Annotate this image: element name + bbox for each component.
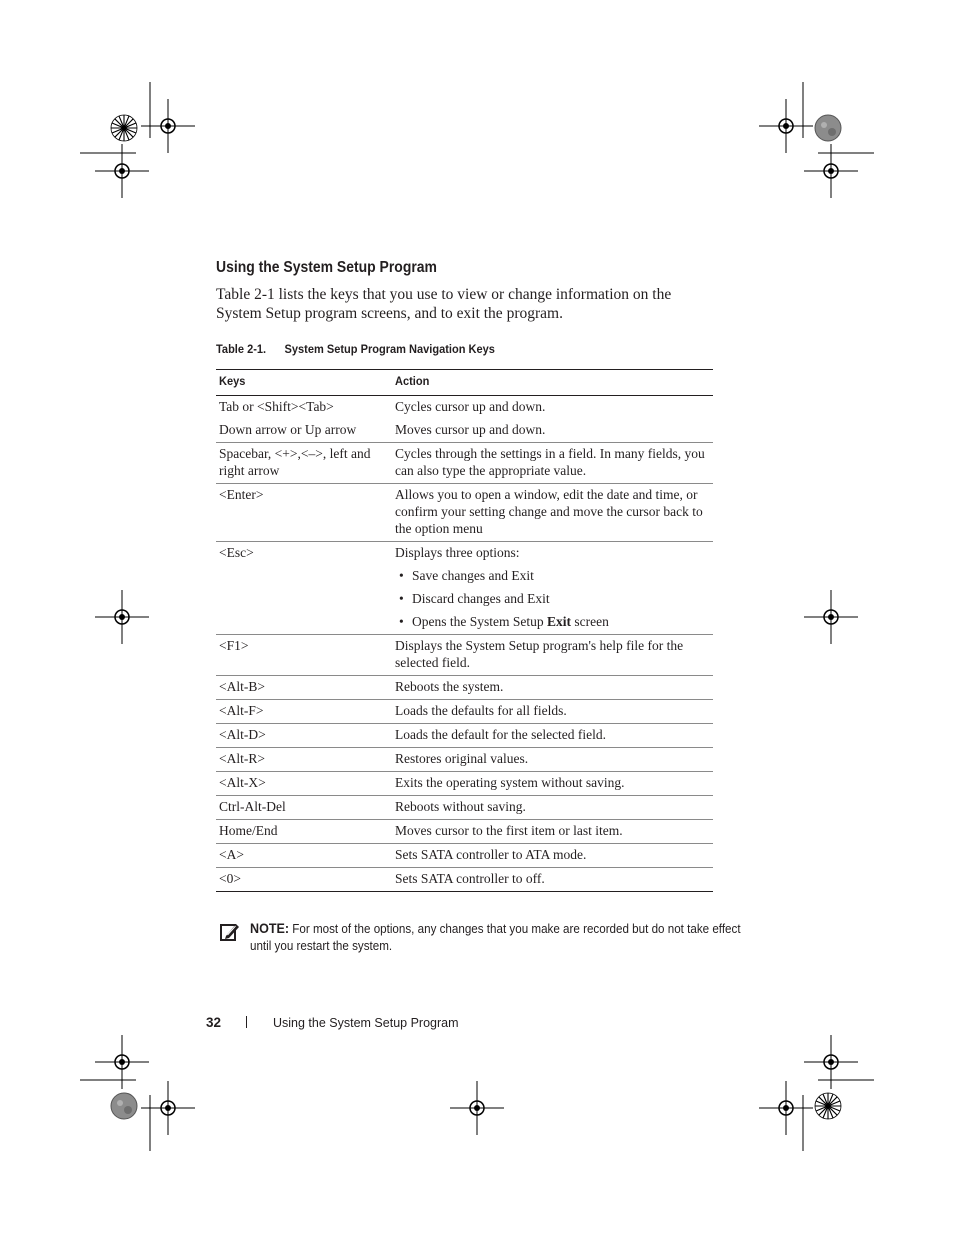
action-cell: Loads the default for the selected field.: [392, 724, 713, 748]
table-row: [216, 443, 713, 484]
side-left: [95, 590, 149, 644]
note-text: [250, 920, 747, 955]
note-pencil-icon: [220, 922, 240, 942]
table-row: [216, 724, 713, 748]
navigation-keys-table: [216, 369, 713, 892]
footer-divider: [246, 1016, 247, 1028]
key-cell: <Alt-R>: [216, 748, 392, 772]
table-row: [216, 820, 713, 844]
note-label: NOTE:: [250, 921, 290, 936]
table-row: [216, 419, 713, 443]
action-cell: Reboots the system.: [392, 676, 713, 700]
list-item: • Discard changes and Exit: [399, 591, 550, 606]
action-cell: Sets SATA controller to off.: [392, 868, 713, 892]
corner-bottom-left: [80, 1035, 195, 1151]
table-header-row: [216, 370, 713, 396]
key-cell: <Alt-X>: [216, 772, 392, 796]
action-cell: Restores original values.: [392, 748, 713, 772]
key-cell: Spacebar, <+>,<–>, left and right arrow: [216, 443, 392, 484]
key-cell: <Alt-B>: [216, 676, 392, 700]
action-cell: Moves cursor to the first item or last item.: [392, 820, 713, 844]
page-number: 32: [206, 1015, 222, 1030]
key-cell: <F1>: [216, 635, 392, 676]
table-row: [216, 700, 713, 724]
bullet-icon: •: [399, 568, 404, 583]
action-cell: Reboots without saving.: [392, 796, 713, 820]
side-right: [804, 590, 858, 644]
footer-section-title: Using the System Setup Program: [273, 1016, 459, 1030]
key-cell: Ctrl-Alt-Del: [216, 796, 392, 820]
list-item: • Save changes and Exit: [399, 568, 534, 583]
key-cell: Home/End: [216, 820, 392, 844]
key-cell: Tab or <Shift><Tab>: [219, 399, 334, 414]
table-row: [216, 844, 713, 868]
corner-top-left: [80, 82, 195, 198]
action-cell: [392, 542, 713, 635]
action-cell: Allows you to open a window, edit the date and time, or confirm your setting change and move the cursor back to the option menu: [392, 484, 713, 542]
header-keys: Keys: [216, 370, 392, 396]
table-caption-title: System Setup Program Navigation Keys: [284, 342, 495, 356]
key-cell: <A>: [216, 844, 392, 868]
table-row: [216, 796, 713, 820]
table-row: [216, 396, 713, 420]
action-cell: Cycles through the settings in a field. In many fields, you can also type the appropriate value.: [392, 443, 713, 484]
table-caption-number: Table 2-1.: [216, 342, 267, 356]
list-item: • Opens the System Setup Exit screen: [399, 614, 609, 629]
table-row: [216, 748, 713, 772]
action-text: Displays three options:: [395, 545, 520, 560]
note-block: [216, 920, 741, 955]
key-cell: <Esc>: [216, 542, 392, 635]
corner-bottom-right: [759, 1035, 874, 1151]
intro-paragraph: Table 2-1 lists the keys that you use to view or change information on the System Setup program screens, and to exit the program.: [216, 286, 672, 322]
action-cell: Moves cursor up and down.: [392, 419, 713, 443]
section-heading: Using the System Setup Program: [216, 259, 437, 276]
table-row: [216, 772, 713, 796]
note-body: For most of the options, any changes that you make are recorded but do not take effect until you restart the system.: [250, 922, 741, 953]
key-cell: <Alt-F>: [216, 700, 392, 724]
bottom-center: [450, 1081, 504, 1135]
action-cell: Cycles cursor up and down.: [395, 399, 546, 414]
action-cell: Sets SATA controller to ATA mode.: [392, 844, 713, 868]
page-footer: [206, 1015, 459, 1030]
table-row: [216, 868, 713, 892]
bullet-icon: •: [399, 591, 404, 606]
action-cell: Loads the defaults for all fields.: [392, 700, 713, 724]
header-action: Action: [392, 370, 713, 396]
action-cell: Exits the operating system without saving.: [392, 772, 713, 796]
table-row: [216, 635, 713, 676]
table-caption: [216, 342, 495, 356]
bullet-icon: •: [399, 614, 404, 629]
key-cell: Down arrow or Up arrow: [216, 419, 392, 443]
table-row: [216, 542, 713, 635]
key-cell: <Enter>: [216, 484, 392, 542]
corner-top-right: [759, 82, 874, 198]
key-cell: <Alt-D>: [216, 724, 392, 748]
options-list: [395, 567, 710, 630]
table-row: [216, 676, 713, 700]
table-row: [216, 484, 713, 542]
action-cell: Displays the System Setup program's help file for the selected field.: [392, 635, 713, 676]
key-cell: <0>: [216, 868, 392, 892]
